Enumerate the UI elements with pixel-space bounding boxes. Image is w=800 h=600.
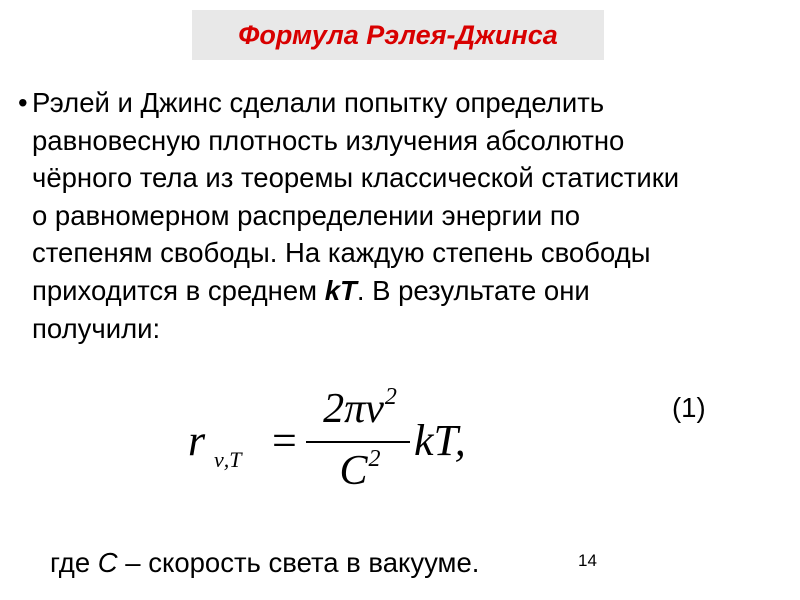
footnote [50, 547, 479, 579]
paragraph-line: Рэлей и Джинс сделали попытку определить [32, 87, 605, 118]
bullet-dot-icon: • [18, 87, 28, 118]
formula-denominator [310, 447, 410, 495]
formula-numerator [310, 385, 410, 433]
formula-factor: kT, [414, 416, 466, 465]
formula-lhs: r [188, 416, 206, 465]
paragraph-line: о равномерном распределении энергии по [32, 199, 581, 231]
footnote-symbol: C [97, 547, 118, 578]
line-text-before: приходится в среднем [32, 274, 325, 306]
formula-lhs-subscript: ν,T [214, 447, 242, 472]
denominator-power: 2 [368, 446, 381, 472]
paragraph-line: степеням свободы. На каждую степень свободы [32, 237, 651, 269]
footnote-after: – скорость света в вакууме. [117, 547, 480, 578]
page-number: 14 [578, 551, 597, 570]
fraction-bar [306, 441, 410, 443]
title-box [192, 10, 604, 60]
numerator-power: 2 [384, 384, 397, 410]
footnote-before: где [50, 547, 98, 578]
denominator-base: C [339, 448, 368, 494]
slide-title: Формула Рэлея-Джинса [238, 19, 558, 50]
paragraph-line: равновесную плотность излучения абсолютно [32, 124, 625, 156]
bullet-paragraph [18, 84, 738, 347]
paragraph-line: чёрного тела из теоремы классической статистики [32, 162, 680, 194]
paragraph-line: получили: [32, 312, 161, 344]
formula-equals: = [272, 416, 297, 465]
rayleigh-jeans-formula [188, 385, 488, 500]
kt-emphasis: kT [324, 274, 357, 306]
line-text-after: . В результате они [356, 274, 590, 306]
equation-number: (1) [672, 392, 706, 423]
paragraph-line [18, 272, 738, 310]
numerator-base: 2πν [323, 386, 384, 432]
